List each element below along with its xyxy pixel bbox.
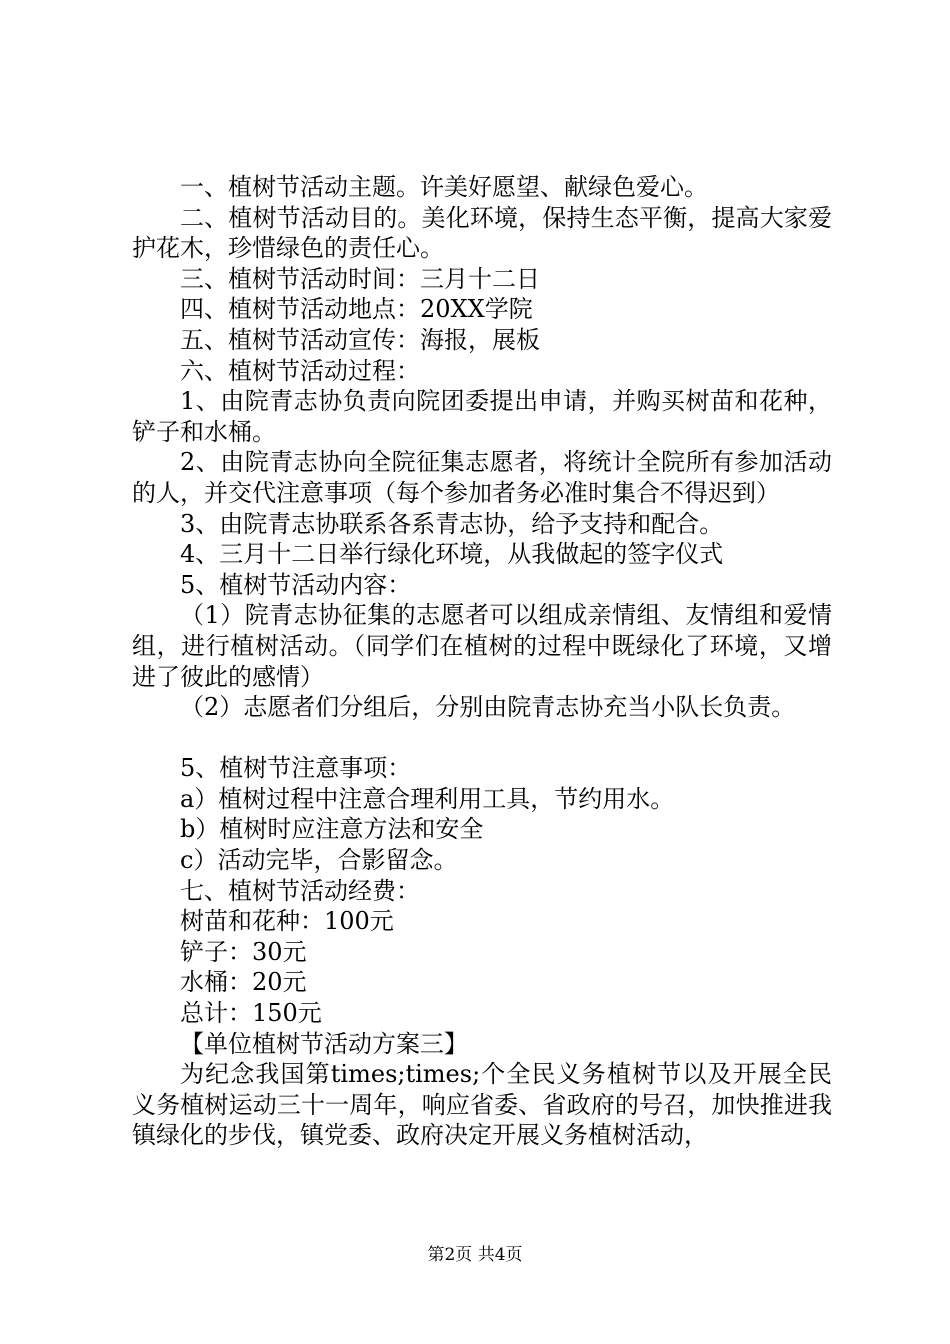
document-body <box>132 172 832 1151</box>
paragraph-budget-buckets: 水桶：20元 <box>180 968 307 997</box>
paragraph-time: 三、植树节活动时间：三月十二日 <box>180 264 540 293</box>
paragraph-budget-total: 总计：150元 <box>180 999 322 1028</box>
paragraph-note-b: b）植树时应注意方法和安全 <box>180 815 484 844</box>
paragraph-notes-heading: 5、植树节注意事项： <box>180 754 412 783</box>
paragraph-process-step-2: 2、由院青志协向全院征集志愿者，将统计全院所有参加活动的人，并交代注意事项（每个参加者务必准时集合不得迟到） <box>132 448 832 507</box>
paragraph-purpose: 二、植树节活动目的。美化环境，保持生态平衡，提高大家爱护花木，珍惜绿色的责任心。 <box>132 203 832 263</box>
page-footer: 第2页 共4页 <box>427 1245 523 1265</box>
paragraph-budget-heading: 七、植树节活动经费： <box>180 876 420 905</box>
paragraph-budget-shovels: 铲子：30元 <box>180 937 307 966</box>
paragraph-content-item-2: （2）志愿者们分组后，分别由院青志协充当小队长负责。 <box>180 693 796 722</box>
paragraph-note-c: c）活动完毕，合影留念。 <box>180 846 458 875</box>
paragraph-budget-seedlings: 树苗和花种：100元 <box>180 907 394 936</box>
paragraph-process-step-3: 3、由院青志协联系各系青志协，给予支持和配合。 <box>180 509 724 538</box>
paragraph-publicity: 五、植树节活动宣传：海报，展板 <box>180 325 540 354</box>
paragraph-content-item-1: （1）院青志协征集的志愿者可以组成亲情组、友情组和爱情组，进行植树活动。（同学们在植树的过程中既绿化了环境，又增进了彼此的感情） <box>132 601 832 691</box>
paragraph-plan-three-intro: 为纪念我国第times;times;个全民义务植树节以及开展全民义务植树运动三十一周年，响应省委、省政府的号召，加快推进我镇绿化的步伐，镇党委、政府决定开展义务植树活动， <box>132 1060 832 1150</box>
paragraph-process-step-4: 4、三月十二日举行绿化环境，从我做起的签字仪式 <box>180 540 724 569</box>
paragraph-note-a: a）植树过程中注意合理利用工具，节约用水。 <box>180 784 675 813</box>
paragraph-content-heading: 5、植树节活动内容： <box>180 570 412 599</box>
paragraph-theme: 一、植树节活动主题。许美好愿望、献绿色爱心。 <box>180 173 708 201</box>
paragraph-process-heading: 六、植树节活动过程： <box>180 356 420 385</box>
paragraph-location: 四、植树节活动地点：20XX学院 <box>180 295 533 324</box>
blank-line <box>132 723 832 754</box>
section-title-plan-three: 【单位植树节活动方案三】 <box>180 1029 468 1058</box>
paragraph-process-step-1: 1、由院青志协负责向院团委提出申请，并购买树苗和花种，铲子和水桶。 <box>132 387 832 446</box>
